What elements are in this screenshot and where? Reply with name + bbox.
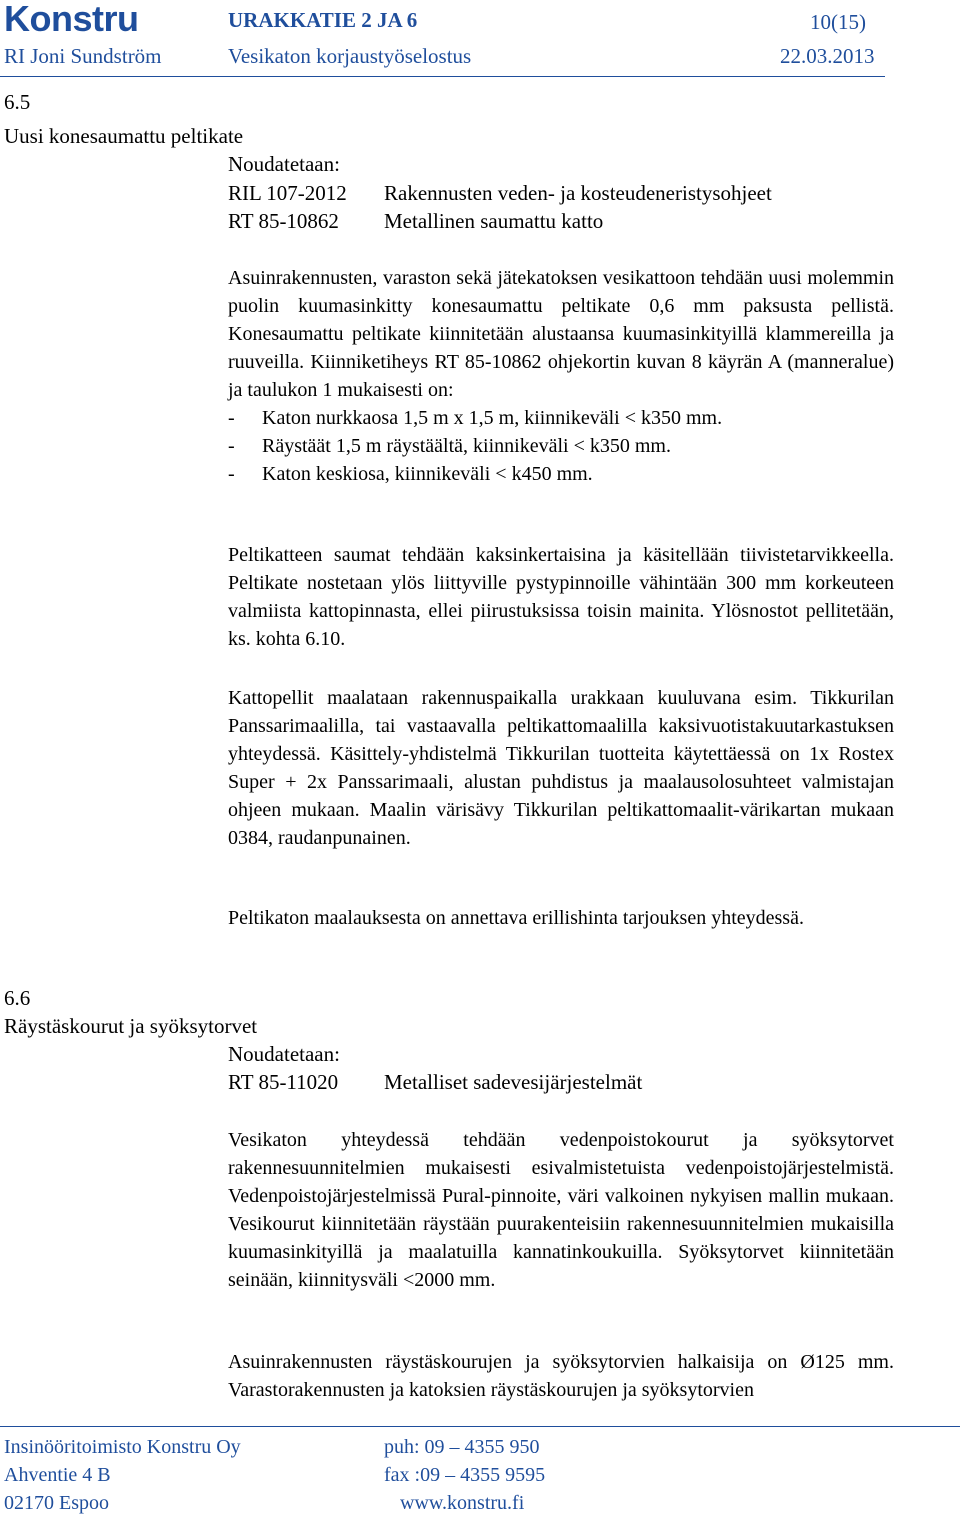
- document-title: Vesikaton korjaustyöselostus: [228, 44, 472, 68]
- author: RI Joni Sundström: [4, 44, 162, 68]
- standard-code: RT 85-11020: [228, 1070, 339, 1094]
- standard-description: Metallinen saumattu katto: [384, 209, 604, 233]
- standard-description: Metalliset sadevesijärjestelmät: [384, 1070, 643, 1094]
- list-item: - Katon keskiosa, kiinnikeväli < k450 mm.: [228, 460, 894, 488]
- paragraph: Peltikatteen saumat tehdään kaksinkertaisina ja käsitellään tiivistetarvikkeella. Peltikate nostetaan ylös liittyville pystypinnoille vähintään 300 mm korkeuteen valmiista kattopinnasta, ellei piirustuksissa toisin mainita. Ylösnostot pellitetään, ks. kohta 6.10.: [228, 544, 894, 650]
- standard-code: RT 85-10862: [228, 209, 339, 233]
- footer-fax: fax :09 – 4355 9595: [384, 1464, 546, 1486]
- section-title-6-6: Räystäskourut ja syöksytorvet: [4, 1014, 258, 1038]
- header-divider: [0, 76, 885, 77]
- section-title-6-5: Uusi konesaumattu peltikate: [4, 124, 244, 148]
- footer-phone: puh: 09 – 4355 950: [384, 1436, 540, 1458]
- noudatetaan-label: Noudatetaan:: [228, 1042, 340, 1066]
- document-date: 22.03.2013: [780, 44, 875, 68]
- footer-divider: [0, 1426, 960, 1427]
- list-item: - Katon nurkkaosa 1,5 m x 1,5 m, kiinnikeväli < k350 mm.: [228, 404, 894, 432]
- footer-company: Insinööritoimisto Konstru Oy: [4, 1436, 241, 1458]
- paragraph: Peltikaton maalauksesta on annettava erillishinta tarjouksen yhteydessä.: [228, 907, 804, 929]
- page-number: 10(15): [810, 10, 866, 34]
- standard-description: Rakennusten veden- ja kosteudeneristysohjeet: [384, 181, 772, 205]
- noudatetaan-label: Noudatetaan:: [228, 152, 340, 176]
- project-title: URAKKATIE 2 JA 6: [228, 8, 418, 32]
- fastening-list: [228, 404, 894, 488]
- paragraph: Kattopellit maalataan rakennuspaikalla urakkaan kuuluvana esim. Tikkurilan Panssarimaalilla, tai vastaavalla peltikattomaalilla kaksivuotistakuutarkastuksen yhteydessä. Käsittely-yhdistelmä Tikkurilan tuotteita käytettäessä on 1x Rostex Super + 2x Panssarimaali, alustan puhdistus ja maalausolosuhteet valmistajan ohjeen mukaan. Maalin värisävy Tikkurilan peltikattomaalit-värikartan mukaan 0384, raudanpunainen.: [228, 687, 894, 849]
- list-item: - Räystäät 1,5 m räystäältä, kiinnikeväli < k350 mm.: [228, 432, 894, 460]
- company-logo: Konstru: [4, 0, 139, 39]
- footer-street: Ahventie 4 B: [4, 1464, 111, 1486]
- footer-website-link[interactable]: www.konstru.fi: [400, 1492, 525, 1514]
- section-6-5-body: [228, 264, 894, 488]
- section-number-6-6: 6.6: [4, 986, 31, 1010]
- footer-city: 02170 Espoo: [4, 1492, 109, 1514]
- standard-code: RIL 107-2012: [228, 181, 347, 205]
- paragraph: Asuinrakennusten räystäskourujen ja syöksytorvien halkaisija on Ø125 mm. Varastorakennusten ja katoksien räystäskourujen ja syöksytorvien: [228, 1351, 894, 1401]
- section-number-6-5: 6.5: [4, 90, 31, 114]
- paragraph: Asuinrakennusten, varaston sekä jätekatoksen vesikattoon tehdään uusi molemmin puolin kuumasinkitty konesaumattu peltikate 0,6 mm paksusta pellistä. Konesaumattu peltikate kiinnitetään alustaansa kuumasinkityillä klammereilla ja ruuveilla. Kiinniketiheys RT 85-10862 ohjekortin kuvan 8 käyrän A (manneralue) ja taulukon 1 mukaisesti on:: [228, 267, 894, 401]
- paragraph: Vesikaton yhteydessä tehdään vedenpoistokourut ja syöksytorvet rakennesuunnitelmien mukaisesti esivalmistetuista vedenpoistojärjestelmistä. Vedenpoistojärjestelmissä Pural-pinnoite, väri valkoinen nykyisen mallin mukaan. Vesikourut kiinnitetään räystään puurakenteisiin rakennesuunnitelmien mukaisilla kuumasinkityillä ja maalatuilla kannatinkoukuilla. Syöksytorvet kiinnitetään seinään, kiinnitysväli <2000 mm.: [228, 1129, 894, 1291]
